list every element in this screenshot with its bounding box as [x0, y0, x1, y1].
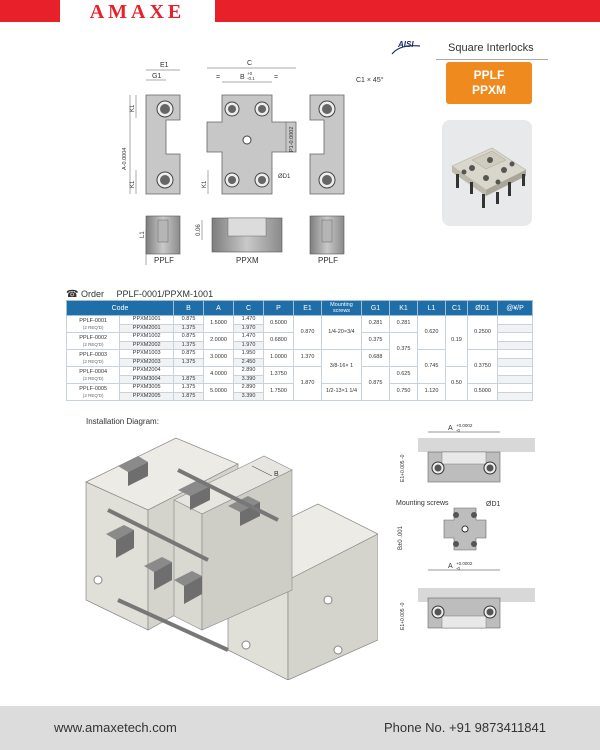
- cell-ppxm: PPXM3005: [120, 384, 174, 393]
- logo-text: AMAXE: [89, 1, 186, 23]
- cell-d1: 0.3750: [468, 350, 498, 384]
- dim-a: A-0.0004: [122, 147, 128, 170]
- dim-e1: E1: [160, 62, 169, 69]
- aisi-label: AISI: [398, 40, 414, 49]
- col-g1: G1: [362, 301, 390, 316]
- dim-d1: ØD1: [278, 174, 291, 180]
- order-label: Order: [80, 289, 104, 299]
- cell-p: 1.7500: [264, 384, 294, 401]
- col-p: P: [264, 301, 294, 316]
- cell-p: 0.6800: [264, 333, 294, 350]
- cell-price: [498, 316, 533, 325]
- dimension-drawing: [90, 30, 430, 280]
- cell-e1: 0.870: [294, 316, 322, 350]
- cell-price: [498, 324, 533, 333]
- dim-006: 0.06: [196, 224, 202, 236]
- label-pplf-left: PPLF: [154, 256, 175, 265]
- cell-e1: 1.370: [294, 350, 322, 367]
- cell-d1: 0.5000: [468, 384, 498, 401]
- cell-b: 1.375: [174, 324, 204, 333]
- detail-a-sup-top: +0.0002: [456, 423, 473, 428]
- order-line: [66, 289, 213, 300]
- col-price: @¥/P: [498, 301, 533, 316]
- cell-b: 1.875: [174, 375, 204, 384]
- cell-b: 0.875: [174, 333, 204, 342]
- cell-c: 1.470: [234, 316, 264, 325]
- cell-g1: 0.875: [362, 367, 390, 401]
- cell-price: [498, 341, 533, 350]
- col-c: C: [234, 301, 264, 316]
- cell-d1: 0.2500: [468, 316, 498, 350]
- website-link[interactable]: www.amaxetech.com: [54, 720, 177, 735]
- col-code: Code: [67, 301, 174, 316]
- dim-b-tol-lower: -0.1: [247, 76, 255, 81]
- dim-k1-center: K1: [202, 180, 208, 188]
- detail-a-top: A: [448, 425, 453, 432]
- table-row: [67, 367, 533, 376]
- col-mounting-screws: Mounting screws: [322, 301, 362, 316]
- brand-logo: [60, 0, 215, 22]
- dim-equal-right: =: [274, 74, 279, 81]
- cell-c: 1.970: [234, 324, 264, 333]
- dim-b-tol-upper: +0: [247, 71, 253, 76]
- cell-c: 2.450: [234, 358, 264, 367]
- col-e1: E1: [294, 301, 322, 316]
- detail-a-sup-bottom: +0.0002: [456, 561, 473, 566]
- cell-l1: 0.745: [418, 350, 446, 384]
- dim-c: C: [247, 60, 253, 67]
- col-c1: C1: [446, 301, 468, 316]
- cell-a: 2.0000: [204, 333, 234, 350]
- cell-p: 1.0000: [264, 350, 294, 367]
- cell-l1: 1.120: [418, 384, 446, 401]
- model-badge: [446, 62, 532, 104]
- col-a: A: [204, 301, 234, 316]
- dim-equal-left: =: [216, 74, 221, 81]
- cell-c: 3.390: [234, 392, 264, 401]
- cell-c: 2.890: [234, 367, 264, 376]
- cell-a: 5.0000: [204, 384, 234, 401]
- spec-table: [66, 300, 533, 401]
- cell-ppxm: PPXM1003: [120, 350, 174, 359]
- cell-b: 1.375: [174, 384, 204, 393]
- col-l1: L1: [418, 301, 446, 316]
- order-example: PPLF-0001/PPXM-1001: [116, 289, 214, 299]
- cell-screws: 1/4-20×3/4: [322, 316, 362, 350]
- cell-k1: 0.375: [390, 333, 418, 367]
- cell-c1: 0.19: [446, 316, 468, 367]
- detail-b-tol: B±0 .001: [398, 526, 404, 550]
- detail-a-bottom: A: [448, 563, 453, 570]
- cell-g1: 0.375: [362, 333, 390, 350]
- detail-screws-label: Mounting screws: [396, 500, 449, 507]
- cell-ppxm: PPXM2005: [120, 392, 174, 401]
- cell-p: 1.3750: [264, 367, 294, 384]
- label-ppxm: PPXM: [236, 256, 259, 265]
- cell-c: 1.950: [234, 350, 264, 359]
- dim-l1: L1: [140, 231, 146, 238]
- cell-e1: 1.870: [294, 367, 322, 401]
- cell-b: 1.875: [174, 392, 204, 401]
- cell-k1: 0.281: [390, 316, 418, 333]
- cell-ppxm: PPXM2001: [120, 324, 174, 333]
- cell-price: [498, 384, 533, 393]
- installation-diagram: [78, 430, 378, 680]
- cell-p: 0.5000: [264, 316, 294, 333]
- cell-price: [498, 350, 533, 359]
- cell-b: 1.375: [174, 358, 204, 367]
- phone-number: Phone No. +91 9873411841: [383, 720, 546, 735]
- b-marker: B: [274, 471, 279, 478]
- phone-icon: ☎: [66, 289, 79, 300]
- cell-ppxm: PPXM1001: [120, 316, 174, 325]
- detail-views: [390, 420, 535, 635]
- dim-p1: P1-0.0002: [289, 126, 295, 152]
- series-divider: [436, 59, 548, 60]
- model-pplf: PPLF: [473, 68, 505, 82]
- model-ppxm: PPXM: [471, 83, 506, 97]
- cell-screws: 1/2-13×1 1/4: [322, 384, 362, 401]
- cell-k1: 0.625: [390, 367, 418, 384]
- cell-ppxm: PPXM2004: [120, 367, 174, 376]
- cell-c: 2.890: [234, 384, 264, 393]
- dim-c1: C1 × 45°: [356, 77, 384, 84]
- cell-a: 1.5000: [204, 316, 234, 333]
- series-title: Square Interlocks: [448, 42, 534, 54]
- cell-price: [498, 333, 533, 342]
- col-d1: ØD1: [468, 301, 498, 316]
- dim-k1-top: K1: [130, 104, 136, 112]
- detail-e1-bottom: E1+0.005 -0: [400, 602, 406, 630]
- cell-price: [498, 358, 533, 367]
- cell-pplf: PPLF-0001 (2 REQ'D): [67, 316, 120, 333]
- product-photo: [442, 120, 532, 226]
- cell-ppxm: PPXM1002: [120, 333, 174, 342]
- installation-label: Installation Diagram:: [86, 417, 159, 426]
- col-k1: K1: [390, 301, 418, 316]
- cell-c: 3.390: [234, 375, 264, 384]
- detail-d1: ØD1: [486, 501, 501, 508]
- cell-b: 1.375: [174, 341, 204, 350]
- cell-b: 0.875: [174, 316, 204, 325]
- label-pplf-right: PPLF: [318, 256, 339, 265]
- cell-g1: 0.281: [362, 316, 390, 333]
- technical-drawing: [90, 30, 430, 280]
- cell-g1: 0.688: [362, 350, 390, 367]
- col-b: B: [174, 301, 204, 316]
- dim-k1-bottom: K1: [130, 180, 136, 188]
- cell-price: [498, 392, 533, 401]
- cell-ppxm: PPXM2002: [120, 341, 174, 350]
- cell-pplf: PPLF-0002 (2 REQ'D): [67, 333, 120, 350]
- cell-k1: 0.750: [390, 384, 418, 401]
- cell-pplf: PPLF-0003 (2 REQ'D): [67, 350, 120, 367]
- cell-screws: 3/8-16× 1: [322, 350, 362, 384]
- cell-ppxm: PPXM2003: [120, 358, 174, 367]
- dim-b: B: [240, 74, 245, 81]
- cell-price: [498, 375, 533, 384]
- cell-ppxm: PPXM3004: [120, 375, 174, 384]
- table-header: [67, 301, 533, 316]
- cell-a: 3.0000: [204, 350, 234, 367]
- detail-e1-top: E1+0.005 -0: [400, 454, 406, 482]
- detail-a-sub-top: -0: [456, 428, 461, 433]
- detail-a-sub-bottom: -0: [456, 566, 461, 571]
- cell-pplf: PPLF-0005 (2 REQ'D): [67, 384, 120, 401]
- footer: [0, 706, 600, 750]
- cell-c: 1.970: [234, 341, 264, 350]
- cell-b: [174, 367, 204, 376]
- cell-b: 0.875: [174, 350, 204, 359]
- cell-l1: 0.620: [418, 316, 446, 350]
- cell-price: [498, 367, 533, 376]
- cell-c: 1.470: [234, 333, 264, 342]
- table-row: [67, 316, 533, 325]
- cell-pplf: PPLF-0004 (2 REQ'D): [67, 367, 120, 384]
- cell-c1: 0.50: [446, 367, 468, 401]
- interlock-photo-icon: [442, 120, 532, 226]
- dim-g1: G1: [152, 73, 162, 80]
- cell-a: 4.0000: [204, 367, 234, 384]
